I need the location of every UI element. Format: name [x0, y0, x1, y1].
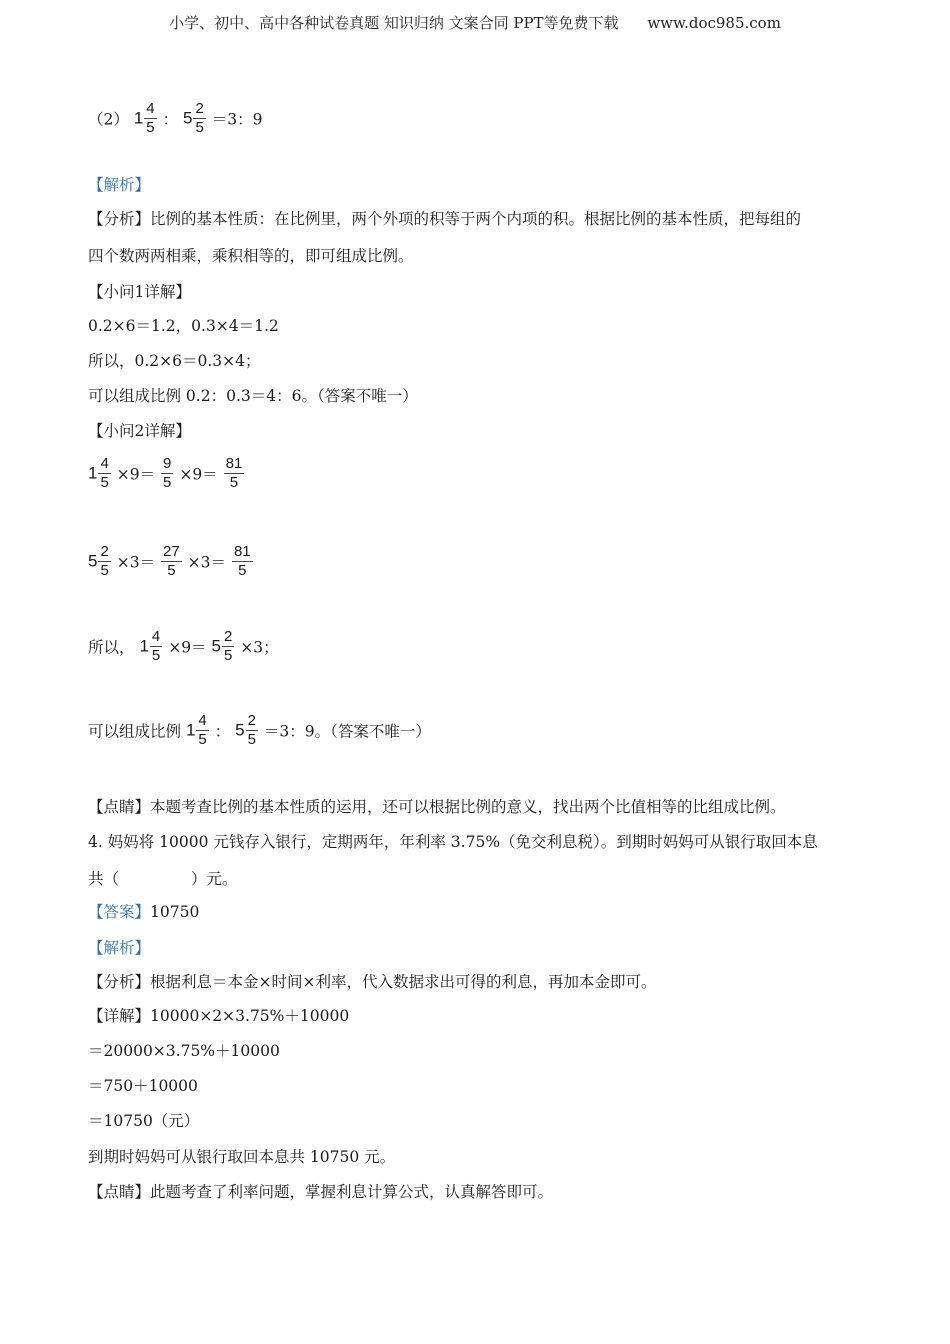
fraction: $\frac{2}{5}$ — [195, 100, 204, 136]
x1-line1: 0.2×6＝1.2，0.3×4＝1.2 — [88, 317, 279, 335]
conclusion: 到期时妈妈可从银行取回本息共 10750 元。 — [88, 1148, 396, 1166]
x1-line2: 所以，0.2×6＝0.3×4； — [88, 352, 261, 370]
x1-line3: 可以组成比例 0.2：0.3＝4：6。（答案不唯一） — [88, 387, 418, 405]
jiexi-heading: 【解析】 — [88, 176, 151, 194]
math-line-1: 1 $\frac{4}{5}$ ×9＝ $\frac{9}{5}$ ×9＝ $\frac{81}{5}$ — [88, 455, 243, 491]
jiexi-heading-2: 【解析】 — [88, 939, 151, 957]
answer-value: 10750 — [150, 903, 200, 921]
fraction: $\frac{27}{5}$ — [163, 543, 180, 579]
fraction: $\frac{9}{5}$ — [163, 455, 172, 491]
math-line-4: 可以组成比例 1 $\frac{4}{5}$ ： 5 $\frac{2}{5}$ ＝3：9。（答案不唯一） — [88, 712, 431, 748]
colon: ： — [162, 110, 179, 129]
fraction: $\frac{4}{5}$ — [198, 712, 207, 748]
fenxi-2: 【分析】根据利息＝本金×时间×利率，代入数据求出可得的利息，再加本金即可。 — [88, 973, 657, 991]
mixed-whole: 1 — [133, 108, 144, 128]
math-line-3: 所以， 1 $\frac{4}{5}$ ×9＝ 5 $\frac{2}{5}$ ×3； — [88, 628, 279, 664]
question-4-line1: 4. 妈妈将 10000 元钱存入银行，定期两年，年利率 3.75%（免交利息税）。到期时妈妈可从银行取回本息 — [88, 833, 818, 851]
mixed-whole: 5 — [183, 108, 193, 128]
fenxi-line2: 四个数两两相乘，乘积相等的，即可组成比例。 — [88, 247, 414, 265]
fraction: $\frac{2}{5}$ — [223, 628, 233, 664]
fraction: $\frac{2}{5}$ — [247, 712, 256, 748]
calc-step-2: ＝750＋10000 — [88, 1077, 198, 1095]
calc-step-3: ＝10750（元） — [88, 1112, 200, 1130]
fraction: $\frac{4}{5}$ — [151, 628, 161, 664]
fraction: $\frac{4}{5}$ — [100, 455, 109, 491]
answer-tag: 【答案】 — [88, 903, 151, 921]
fraction: $\frac{2}{5}$ — [100, 543, 109, 579]
question-4-line2: 共（ ）元。 — [88, 870, 238, 888]
dianjing-2: 【点睛】此题考查了利率问题，掌握利息计算公式，认真解答即可。 — [88, 1183, 554, 1201]
xiaowen2-heading: 【小问2详解】 — [88, 422, 191, 440]
fraction: $\frac{81}{5}$ — [233, 543, 251, 579]
q2-prefix: （2） — [88, 110, 129, 129]
header-text: 小学、初中、高中各种试卷真题 知识归纳 文案合同 PPT等免费下载 — [169, 14, 619, 32]
header-site-link[interactable]: www.doc985.com — [647, 14, 781, 32]
xiaowen1-heading: 【小问1详解】 — [88, 283, 191, 301]
ratio-rest: ＝3：9 — [211, 110, 263, 129]
answer-line — [88, 902, 199, 922]
calc-step-1: ＝20000×3.75%＋10000 — [88, 1042, 280, 1060]
page-header — [0, 12, 950, 33]
dianjing-tag: 【点睛】 — [88, 798, 151, 816]
xiangjie-line: 【详解】10000×2×3.75%＋10000 — [88, 1007, 350, 1025]
fraction: $\frac{81}{5}$ — [225, 455, 243, 491]
q2-ratio — [88, 100, 263, 137]
fenxi-tag: 【分析】 — [88, 210, 151, 228]
dianjing-1: 【点睛】本题考查比例的基本性质的运用，还可以根据比例的意义，找出两个比值相等的比组成比例。 — [88, 798, 786, 816]
math-line-2: 5 $\frac{2}{5}$ ×3＝ $\frac{27}{5}$ ×3＝ $\frac{81}{5}$ — [88, 543, 251, 579]
fraction: $\frac{4}{5}$ — [146, 100, 155, 136]
fenxi-line1: 【分析】比例的基本性质：在比例里，两个外项的积等于两个内项的积。根据比例的基本性质，把每组的 — [88, 210, 802, 228]
